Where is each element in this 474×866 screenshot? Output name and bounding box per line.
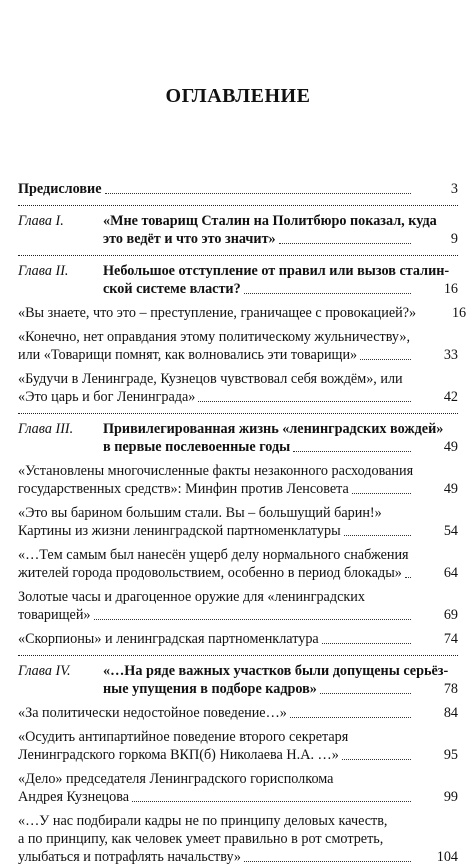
section-divider	[18, 413, 458, 414]
entry-title-line: или «Товарищи помнят, как волновались эти товарищи»	[18, 347, 358, 363]
page-number: 104	[436, 849, 458, 865]
page-number: 84	[443, 705, 458, 721]
entry-title-line: «Дело» председателя Ленинградского горисполкома	[18, 771, 334, 787]
entry-title-line: «Установлены многочисленные факты незаконного расходования	[18, 463, 414, 479]
toc-subentry[interactable]	[18, 504, 458, 540]
entry-title-line: а по принципу, как человек умеет правильно в рот смотреть,	[18, 831, 384, 847]
entry-title-line: товарищей»	[18, 607, 91, 623]
dot-leader	[290, 717, 411, 718]
page-number: 49	[443, 481, 458, 497]
entry-title-line: «Это царь и бог Ленинграда»	[18, 389, 196, 405]
chapter-label: Глава IV.	[18, 663, 71, 679]
entry-title-line: «Будучи в Ленинграде, Кузнецов чувствовал себя вождём», или	[18, 371, 403, 387]
entry-title-line: Картины из жизни ленинградской партноменклатуры	[18, 523, 341, 539]
dot-leader	[132, 801, 411, 802]
page-number: 64	[443, 565, 458, 581]
toc-subentry[interactable]	[18, 704, 458, 722]
section-divider	[18, 655, 458, 656]
entry-title-line: Андрея Кузнецова	[18, 789, 129, 805]
dot-leader	[352, 493, 411, 494]
section-divider	[18, 205, 458, 206]
toc-subentry[interactable]	[18, 546, 458, 582]
entry-title-line: «Мне товарищ Сталин на Политбюро показал, куда	[103, 213, 437, 229]
entry-title-line: государственных средств»: Минфин против Ленсовета	[18, 481, 349, 497]
chapter-label: Глава III.	[18, 421, 74, 437]
page-number: 95	[443, 747, 458, 763]
page-number: 74	[443, 631, 458, 647]
dot-leader	[105, 193, 411, 194]
toc-preface-entry[interactable]	[18, 180, 458, 198]
entry-title-line: Ленинградского горкома ВКП(б) Николаева Н.А. …»	[18, 747, 339, 763]
entry-title-line: «За политически недостойное поведение…»	[18, 705, 287, 721]
page-number: 16	[443, 281, 458, 297]
page-number: 42	[443, 389, 458, 405]
entry-title-line: «Осудить антипартийное поведение второго секретаря	[18, 729, 349, 745]
toc-subentry[interactable]	[18, 328, 458, 364]
page-number: 9	[450, 231, 458, 247]
dot-leader	[94, 619, 411, 620]
dot-leader	[244, 293, 411, 294]
entry-title-line: «Вы знаете, что это – преступление, граничащее с провокацией?»	[18, 305, 417, 321]
entry-title-line: Небольшое отступление от правил или вызов сталин-	[103, 263, 450, 279]
toc-subentry[interactable]	[18, 770, 458, 806]
entry-title-line: «Конечно, нет оправдания этому политическому жульничеству»,	[18, 329, 411, 345]
toc-subentry[interactable]	[18, 370, 458, 406]
dot-leader	[322, 643, 411, 644]
page-number: 54	[443, 523, 458, 539]
entry-title-line: «Скорпионы» и ленинградская партноменклатура	[18, 631, 319, 647]
toc-subentry[interactable]	[18, 304, 467, 322]
page-number: 49	[443, 439, 458, 455]
entry-title-line: Привилегированная жизнь «ленинградских вождей»	[103, 421, 444, 437]
section-divider	[18, 255, 458, 256]
entry-title-line: «…Тем самым был нанесён ущерб делу нормального снабжения	[18, 547, 409, 563]
toc-subentry[interactable]	[18, 812, 458, 866]
entry-title-line: Предисловие	[18, 181, 102, 197]
table-of-contents	[18, 180, 467, 866]
toc-subentry[interactable]	[18, 728, 458, 764]
entry-title-line: «…У нас подбирали кадры не по принципу деловых качеств,	[18, 813, 388, 829]
entry-title-line: ской системе власти?	[103, 281, 241, 297]
toc-chapter-entry[interactable]	[18, 262, 458, 298]
page-number: 78	[443, 681, 458, 697]
dot-leader	[342, 759, 411, 760]
dot-leader	[279, 243, 411, 244]
chapter-label: Глава II.	[18, 263, 69, 279]
dot-leader	[344, 535, 411, 536]
entry-title-line: в первые послевоенные годы	[103, 439, 291, 455]
dot-leader	[320, 693, 411, 694]
entry-title-line: это ведёт и что это значит»	[103, 231, 276, 247]
page-number: 69	[443, 607, 458, 623]
toc-subentry[interactable]	[18, 630, 458, 648]
toc-chapter-entry[interactable]	[18, 662, 458, 698]
entry-title-line: ные упущения в подборе кадров»	[103, 681, 317, 697]
dot-leader	[360, 359, 411, 360]
dot-leader	[198, 401, 411, 402]
toc-subentry[interactable]	[18, 462, 458, 498]
page-number: 33	[443, 347, 458, 363]
dot-leader	[293, 451, 411, 452]
entry-title-line: Золотые часы и драгоценное оружие для «ленинградских	[18, 589, 365, 605]
page-number: 3	[450, 181, 458, 197]
entry-title-line: улыбаться и потрафлять начальству»	[18, 849, 242, 865]
toc-subentry[interactable]	[18, 588, 458, 624]
dot-leader	[405, 577, 411, 578]
chapter-label: Глава I.	[18, 213, 64, 229]
toc-chapter-entry[interactable]	[18, 212, 458, 248]
entry-title-line: «Это вы барином большим стали. Вы – большущий барин!»	[18, 505, 382, 521]
entry-title-line: «…На ряде важных участков были допущены серьёз-	[103, 663, 449, 679]
dot-leader	[244, 861, 411, 862]
page-title: ОГЛАВЛЕНИЕ	[165, 85, 311, 107]
entry-title-line: жителей города продовольствием, особенно в период блокады»	[18, 565, 402, 581]
page-number: 16	[451, 305, 467, 321]
toc-chapter-entry[interactable]	[18, 420, 458, 456]
page-number: 99	[443, 789, 458, 805]
